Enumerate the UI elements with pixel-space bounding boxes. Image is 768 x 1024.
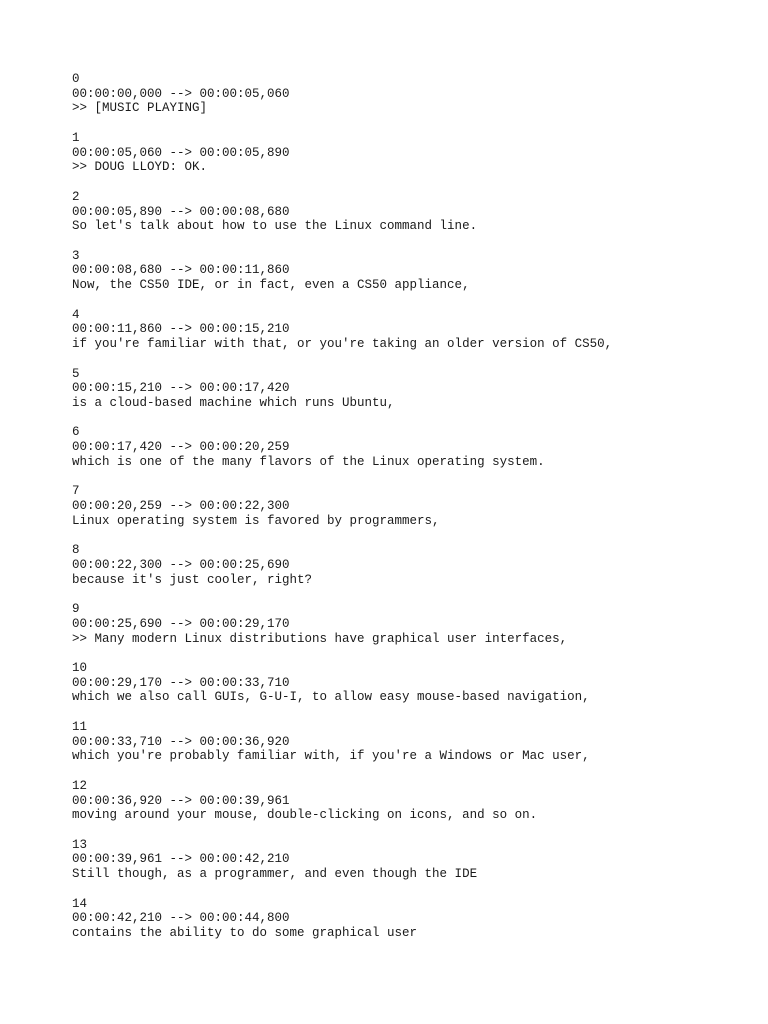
cue-index: 10 bbox=[72, 661, 88, 676]
cue-index: 5 bbox=[72, 366, 80, 381]
cue-index: 8 bbox=[72, 543, 80, 558]
cue-text: >> Many modern Linux distributions have graphical user interfaces, bbox=[72, 631, 568, 646]
cue-timestamp: 00:00:20,259 --> 00:00:22,300 bbox=[72, 499, 290, 514]
cue-text: contains the ability to do some graphical user bbox=[72, 926, 418, 941]
cue-index: 4 bbox=[72, 307, 80, 322]
cue-text: So let's talk about how to use the Linux command line. bbox=[72, 219, 478, 234]
subtitle-cue bbox=[72, 897, 752, 941]
subtitle-cue bbox=[72, 131, 752, 175]
cue-timestamp: 00:00:17,420 --> 00:00:20,259 bbox=[72, 440, 290, 455]
cue-text: which is one of the many flavors of the Linux operating system. bbox=[72, 454, 545, 469]
subtitle-cue bbox=[72, 425, 752, 469]
cue-index: 1 bbox=[72, 130, 80, 145]
subtitle-cue bbox=[72, 661, 752, 705]
cue-text: >> DOUG LLOYD: OK. bbox=[72, 160, 208, 175]
subtitle-cue bbox=[72, 838, 752, 882]
cue-timestamp: 00:00:08,680 --> 00:00:11,860 bbox=[72, 263, 290, 278]
cue-timestamp: 00:00:36,920 --> 00:00:39,961 bbox=[72, 793, 290, 808]
cue-index: 12 bbox=[72, 778, 88, 793]
cue-text: >> [MUSIC PLAYING] bbox=[72, 101, 208, 116]
subtitle-cue bbox=[72, 779, 752, 823]
cue-index: 9 bbox=[72, 602, 80, 617]
subtitle-cue bbox=[72, 602, 752, 646]
cue-timestamp: 00:00:05,890 --> 00:00:08,680 bbox=[72, 204, 290, 219]
cue-index: 14 bbox=[72, 896, 88, 911]
cue-text: Now, the CS50 IDE, or in fact, even a CS50 appliance, bbox=[72, 278, 470, 293]
subtitle-cue bbox=[72, 484, 752, 528]
cue-timestamp: 00:00:39,961 --> 00:00:42,210 bbox=[72, 852, 290, 867]
cue-text: which you're probably familiar with, if you're a Windows or Mac user, bbox=[72, 749, 590, 764]
subtitle-cue bbox=[72, 72, 752, 116]
cue-text: Still though, as a programmer, and even though the IDE bbox=[72, 867, 478, 882]
cue-text: moving around your mouse, double-clicking on icons, and so on. bbox=[72, 808, 538, 823]
cue-timestamp: 00:00:00,000 --> 00:00:05,060 bbox=[72, 86, 290, 101]
cue-text: Linux operating system is favored by programmers, bbox=[72, 513, 440, 528]
cue-index: 0 bbox=[72, 72, 80, 86]
cue-timestamp: 00:00:15,210 --> 00:00:17,420 bbox=[72, 381, 290, 396]
cue-index: 2 bbox=[72, 189, 80, 204]
subtitle-cue bbox=[72, 190, 752, 234]
cue-timestamp: 00:00:33,710 --> 00:00:36,920 bbox=[72, 734, 290, 749]
cue-text: because it's just cooler, right? bbox=[72, 572, 313, 587]
cue-timestamp: 00:00:25,690 --> 00:00:29,170 bbox=[72, 616, 290, 631]
subtitle-document bbox=[72, 72, 752, 956]
cue-text: is a cloud-based machine which runs Ubuntu, bbox=[72, 395, 395, 410]
cue-timestamp: 00:00:42,210 --> 00:00:44,800 bbox=[72, 911, 290, 926]
subtitle-cue bbox=[72, 720, 752, 764]
cue-text: if you're familiar with that, or you're taking an older version of CS50, bbox=[72, 337, 613, 352]
subtitle-cue bbox=[72, 249, 752, 293]
subtitle-cue bbox=[72, 543, 752, 587]
cue-index: 13 bbox=[72, 837, 88, 852]
cue-timestamp: 00:00:05,060 --> 00:00:05,890 bbox=[72, 145, 290, 160]
cue-timestamp: 00:00:11,860 --> 00:00:15,210 bbox=[72, 322, 290, 337]
cue-timestamp: 00:00:29,170 --> 00:00:33,710 bbox=[72, 675, 290, 690]
cue-index: 7 bbox=[72, 484, 80, 499]
cue-text: which we also call GUIs, G-U-I, to allow easy mouse-based navigation, bbox=[72, 690, 590, 705]
cue-timestamp: 00:00:22,300 --> 00:00:25,690 bbox=[72, 557, 290, 572]
cue-index: 3 bbox=[72, 248, 80, 263]
subtitle-cue bbox=[72, 308, 752, 352]
subtitle-cue bbox=[72, 367, 752, 411]
cue-index: 11 bbox=[72, 719, 88, 734]
cue-index: 6 bbox=[72, 425, 80, 440]
